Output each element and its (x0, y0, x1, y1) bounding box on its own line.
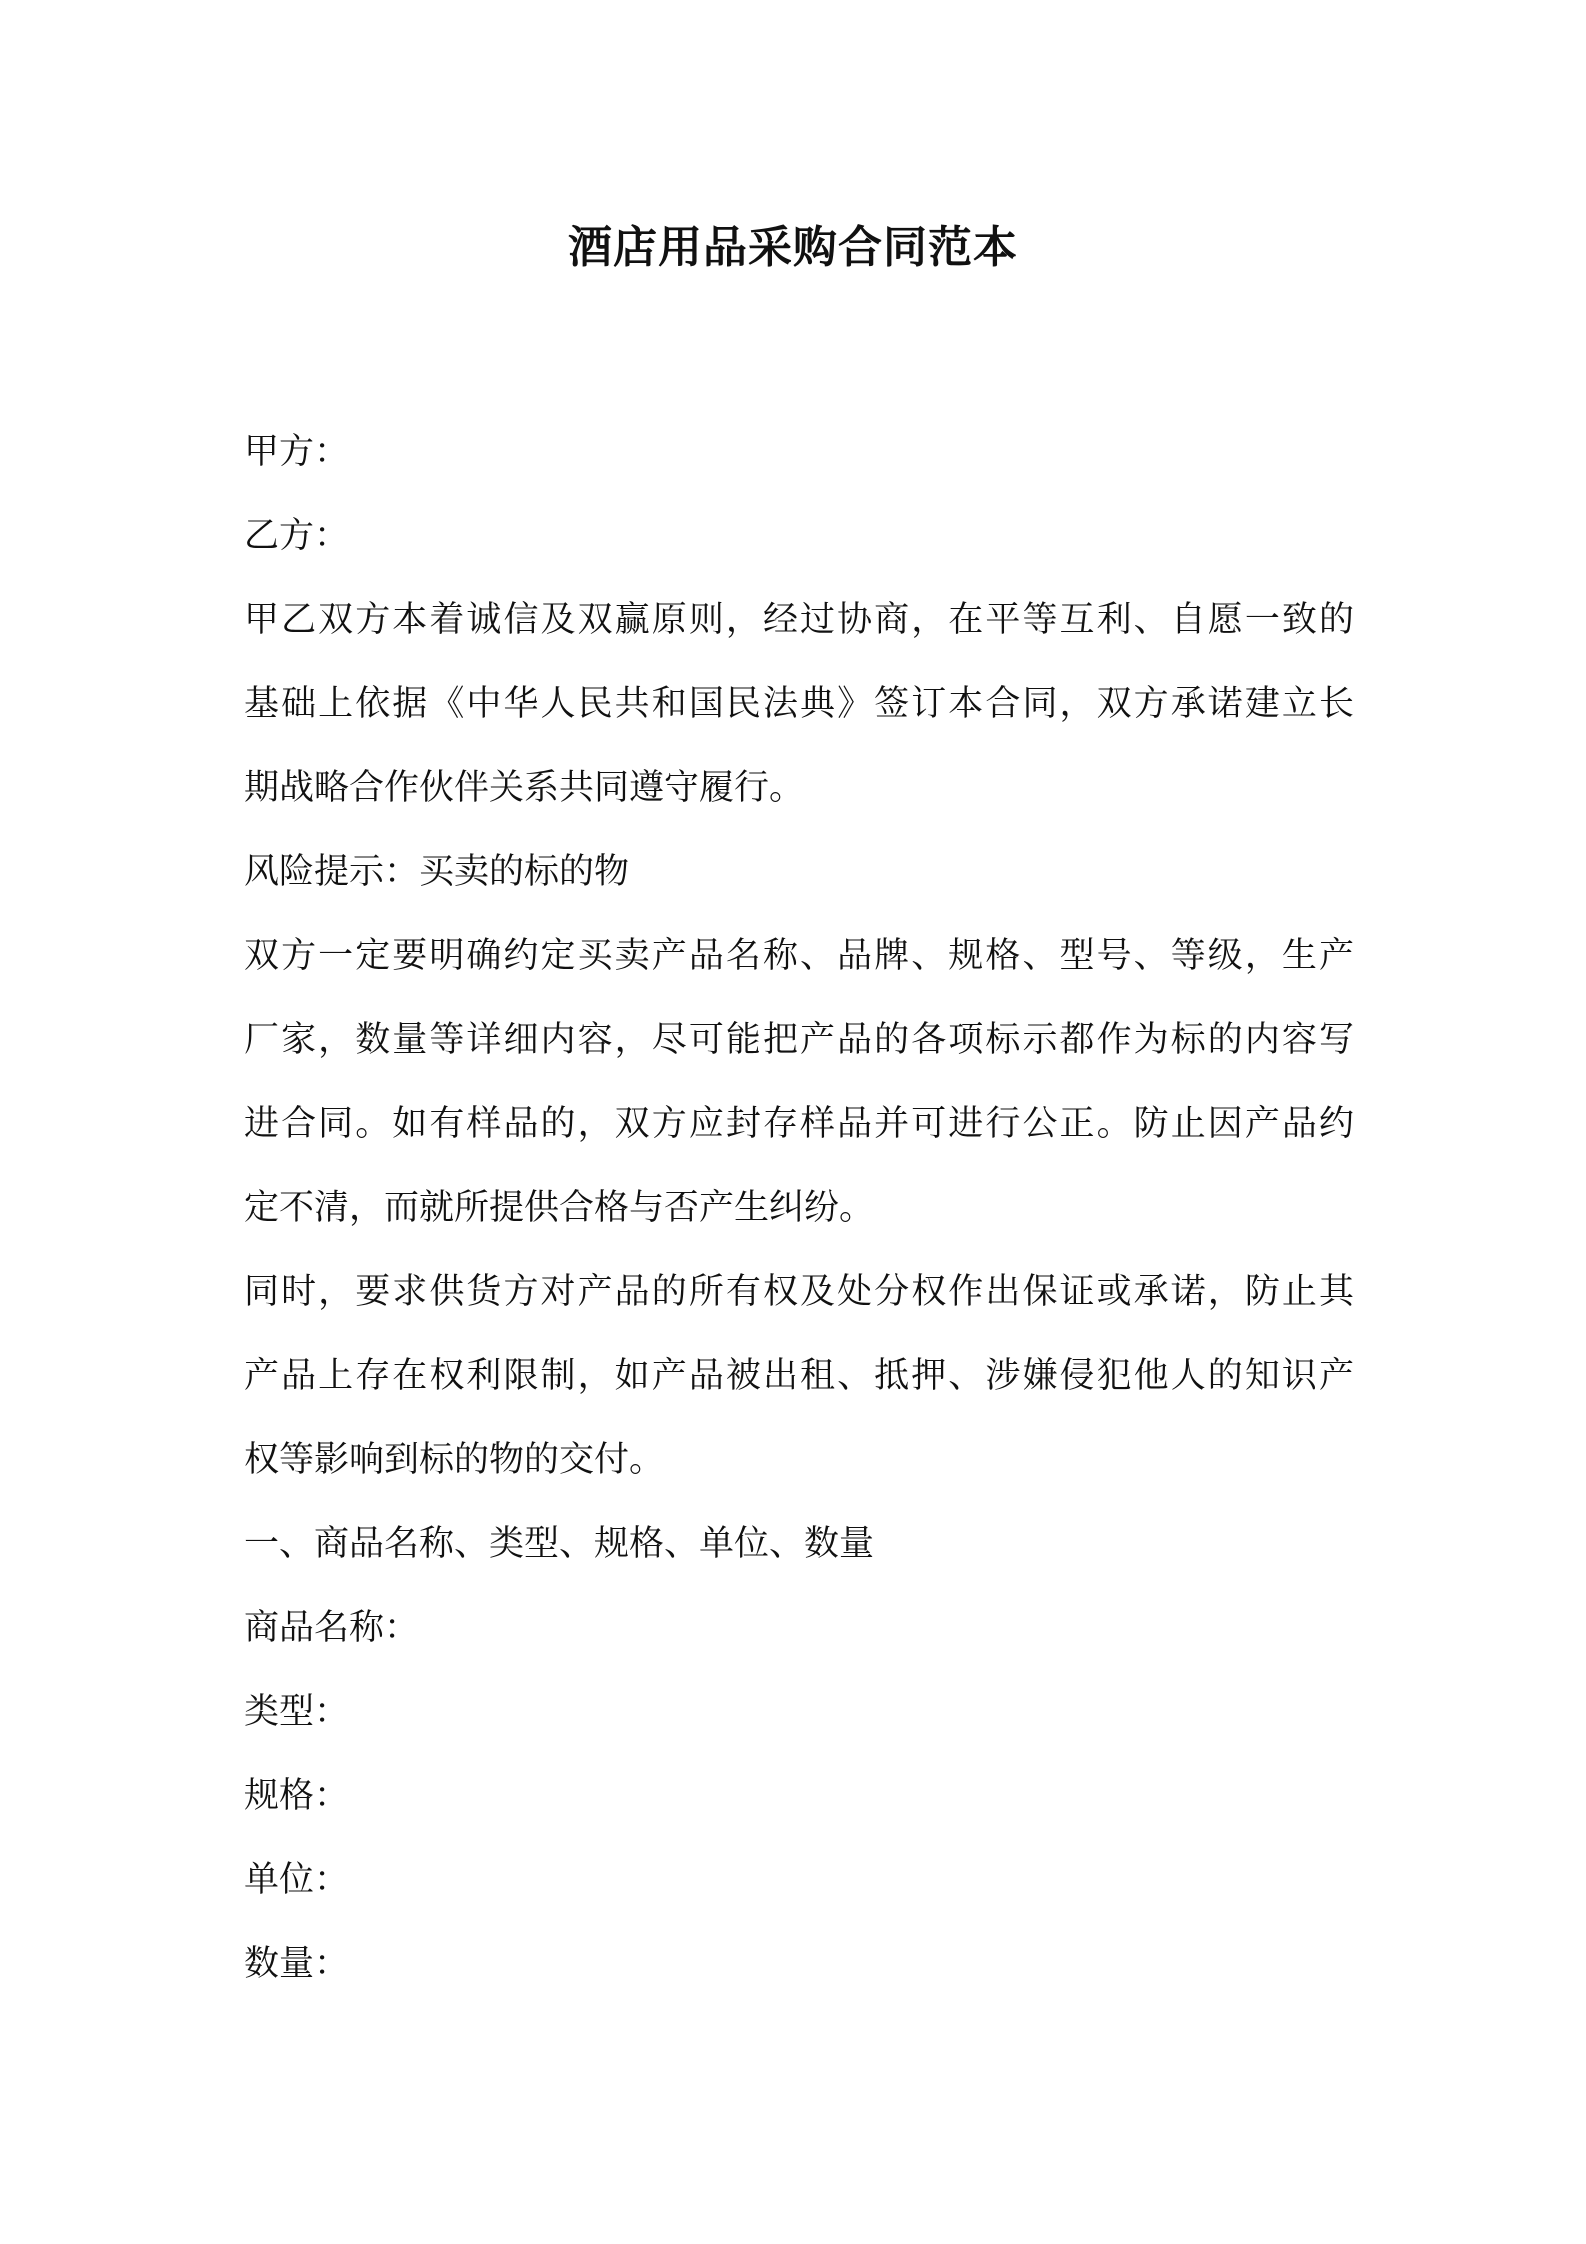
body-line: 规格： (244, 1776, 350, 1816)
body-line: 风险提示：买卖的标的物 (244, 852, 630, 892)
body-line: 进合同。如有样品的，双方应封存样品并可进行公正。防止因产品约 (244, 1104, 1354, 1144)
body-line: 双方一定要明确约定买卖产品名称、品牌、规格、型号、等级，生产 (244, 936, 1354, 976)
body-line: 数量： (244, 1944, 350, 1984)
body-line: 期战略合作伙伴关系共同遵守履行。 (244, 768, 805, 808)
body-line: 单位： (244, 1860, 350, 1900)
body-line: 商品名称： (244, 1608, 420, 1648)
body-line: 甲方： (244, 432, 350, 472)
body-line: 产品上存在权利限制，如产品被出租、抵押、涉嫌侵犯他人的知识产 (244, 1356, 1354, 1396)
document-body (244, 410, 1354, 2006)
body-line: 类型： (244, 1692, 350, 1732)
body-line: 一、商品名称、类型、规格、单位、数量 (244, 1524, 875, 1564)
body-line: 权等影响到标的物的交付。 (244, 1440, 665, 1480)
body-line: 厂家，数量等详细内容，尽可能把产品的各项标示都作为标的内容写 (244, 1020, 1354, 1060)
body-line: 同时，要求供货方对产品的所有权及处分权作出保证或承诺，防止其 (244, 1272, 1354, 1312)
body-line: 基础上依据《中华人民共和国民法典》签订本合同，双方承诺建立长 (244, 684, 1354, 724)
document-title: 酒店用品采购合同范本 (568, 222, 1018, 273)
body-line: 甲乙双方本着诚信及双赢原则，经过协商，在平等互利、自愿一致的 (244, 600, 1354, 640)
body-line: 定不清，而就所提供合格与否产生纠纷。 (244, 1188, 875, 1228)
body-line: 乙方： (244, 516, 350, 556)
